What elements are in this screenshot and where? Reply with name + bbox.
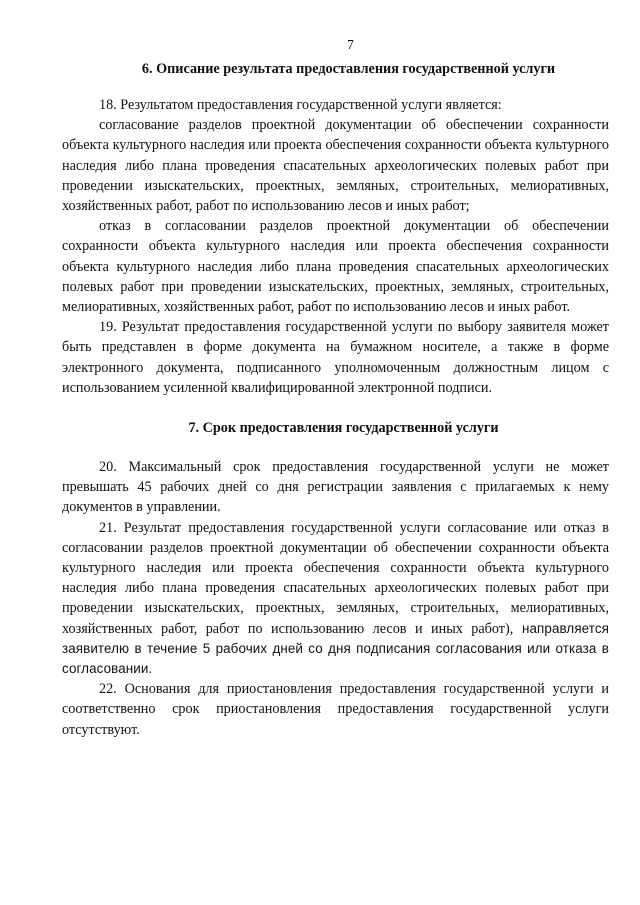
section-7-heading: 7. Срок предоставления государственной услуги [188,420,499,437]
paragraph-21-insert-text: направляется заявителю в течение 5 рабочих дней со дня подписания согласования или отказа в согласовании. [62,620,610,677]
paragraph-22: 22. Основания для приостановления предоставления государственной услуги и соответственно срок приостановления предоставления государственной услуги отсутствуют. [62,681,609,738]
paragraph-18-refusal: отказ в согласовании разделов проектной документации об обеспечении сохранности объекта культурного наследия или проекта обеспечения сохранности объекта культурного наследия либо плана проведения спасательных археологических полевых работ при проведении изыскательских, проектных, земляных, строительных, мелиоративных, хозяйственных работ, работ по использованию лесов и иных работ. [62,218,609,316]
paragraph-18-approval: согласование разделов проектной документации об обеспечении сохранности объекта культурного наследия или проекта обеспечения сохранности объекта культурного наследия либо плана проведения спасательных археологических полевых работ при проведении изыскательских, проектных, земляных, строительных, мелиоративных, хозяйственных работ, работ по использованию лесов и иных работ; [62,117,609,215]
paragraph-18: 18. Результатом предоставления государственной услуги является: [99,97,502,113]
paragraph-20: 20. Максимальный срок предоставления государственной услуги не может превышать 45 рабочих дней со дня регистрации заявления с прилагаемых к нему документов в управлении. [62,459,609,516]
paragraph-21-main-text: 21. Результат предоставления государственной услуги согласование или отказ в согласовании разделов проектной документации об обеспечении сохранности объекта культурного наследия или проекта обеспечения сохранности объекта культурного наследия либо плана проведения спасательных археологических полевых работ при проведении изыскательских, проектных, земляных, строительных, мелиоративных, хозяйственных работ, работ по использованию лесов и иных работ), [62,519,609,637]
page-number: 7 [347,37,354,52]
paragraph-21 [62,518,609,680]
section-6-heading: 6. Описание результата предоставления государственной услуги [141,61,556,77]
paragraph-19: 19. Результат предоставления государственной услуги по выбору заявителя может быть представлен в форме документа на бумажном носителе, а также в форме электронного документа, подписанного уполномоченным должностным лицом с использованием усиленной квалифицированной электронной подписи. [62,319,609,396]
